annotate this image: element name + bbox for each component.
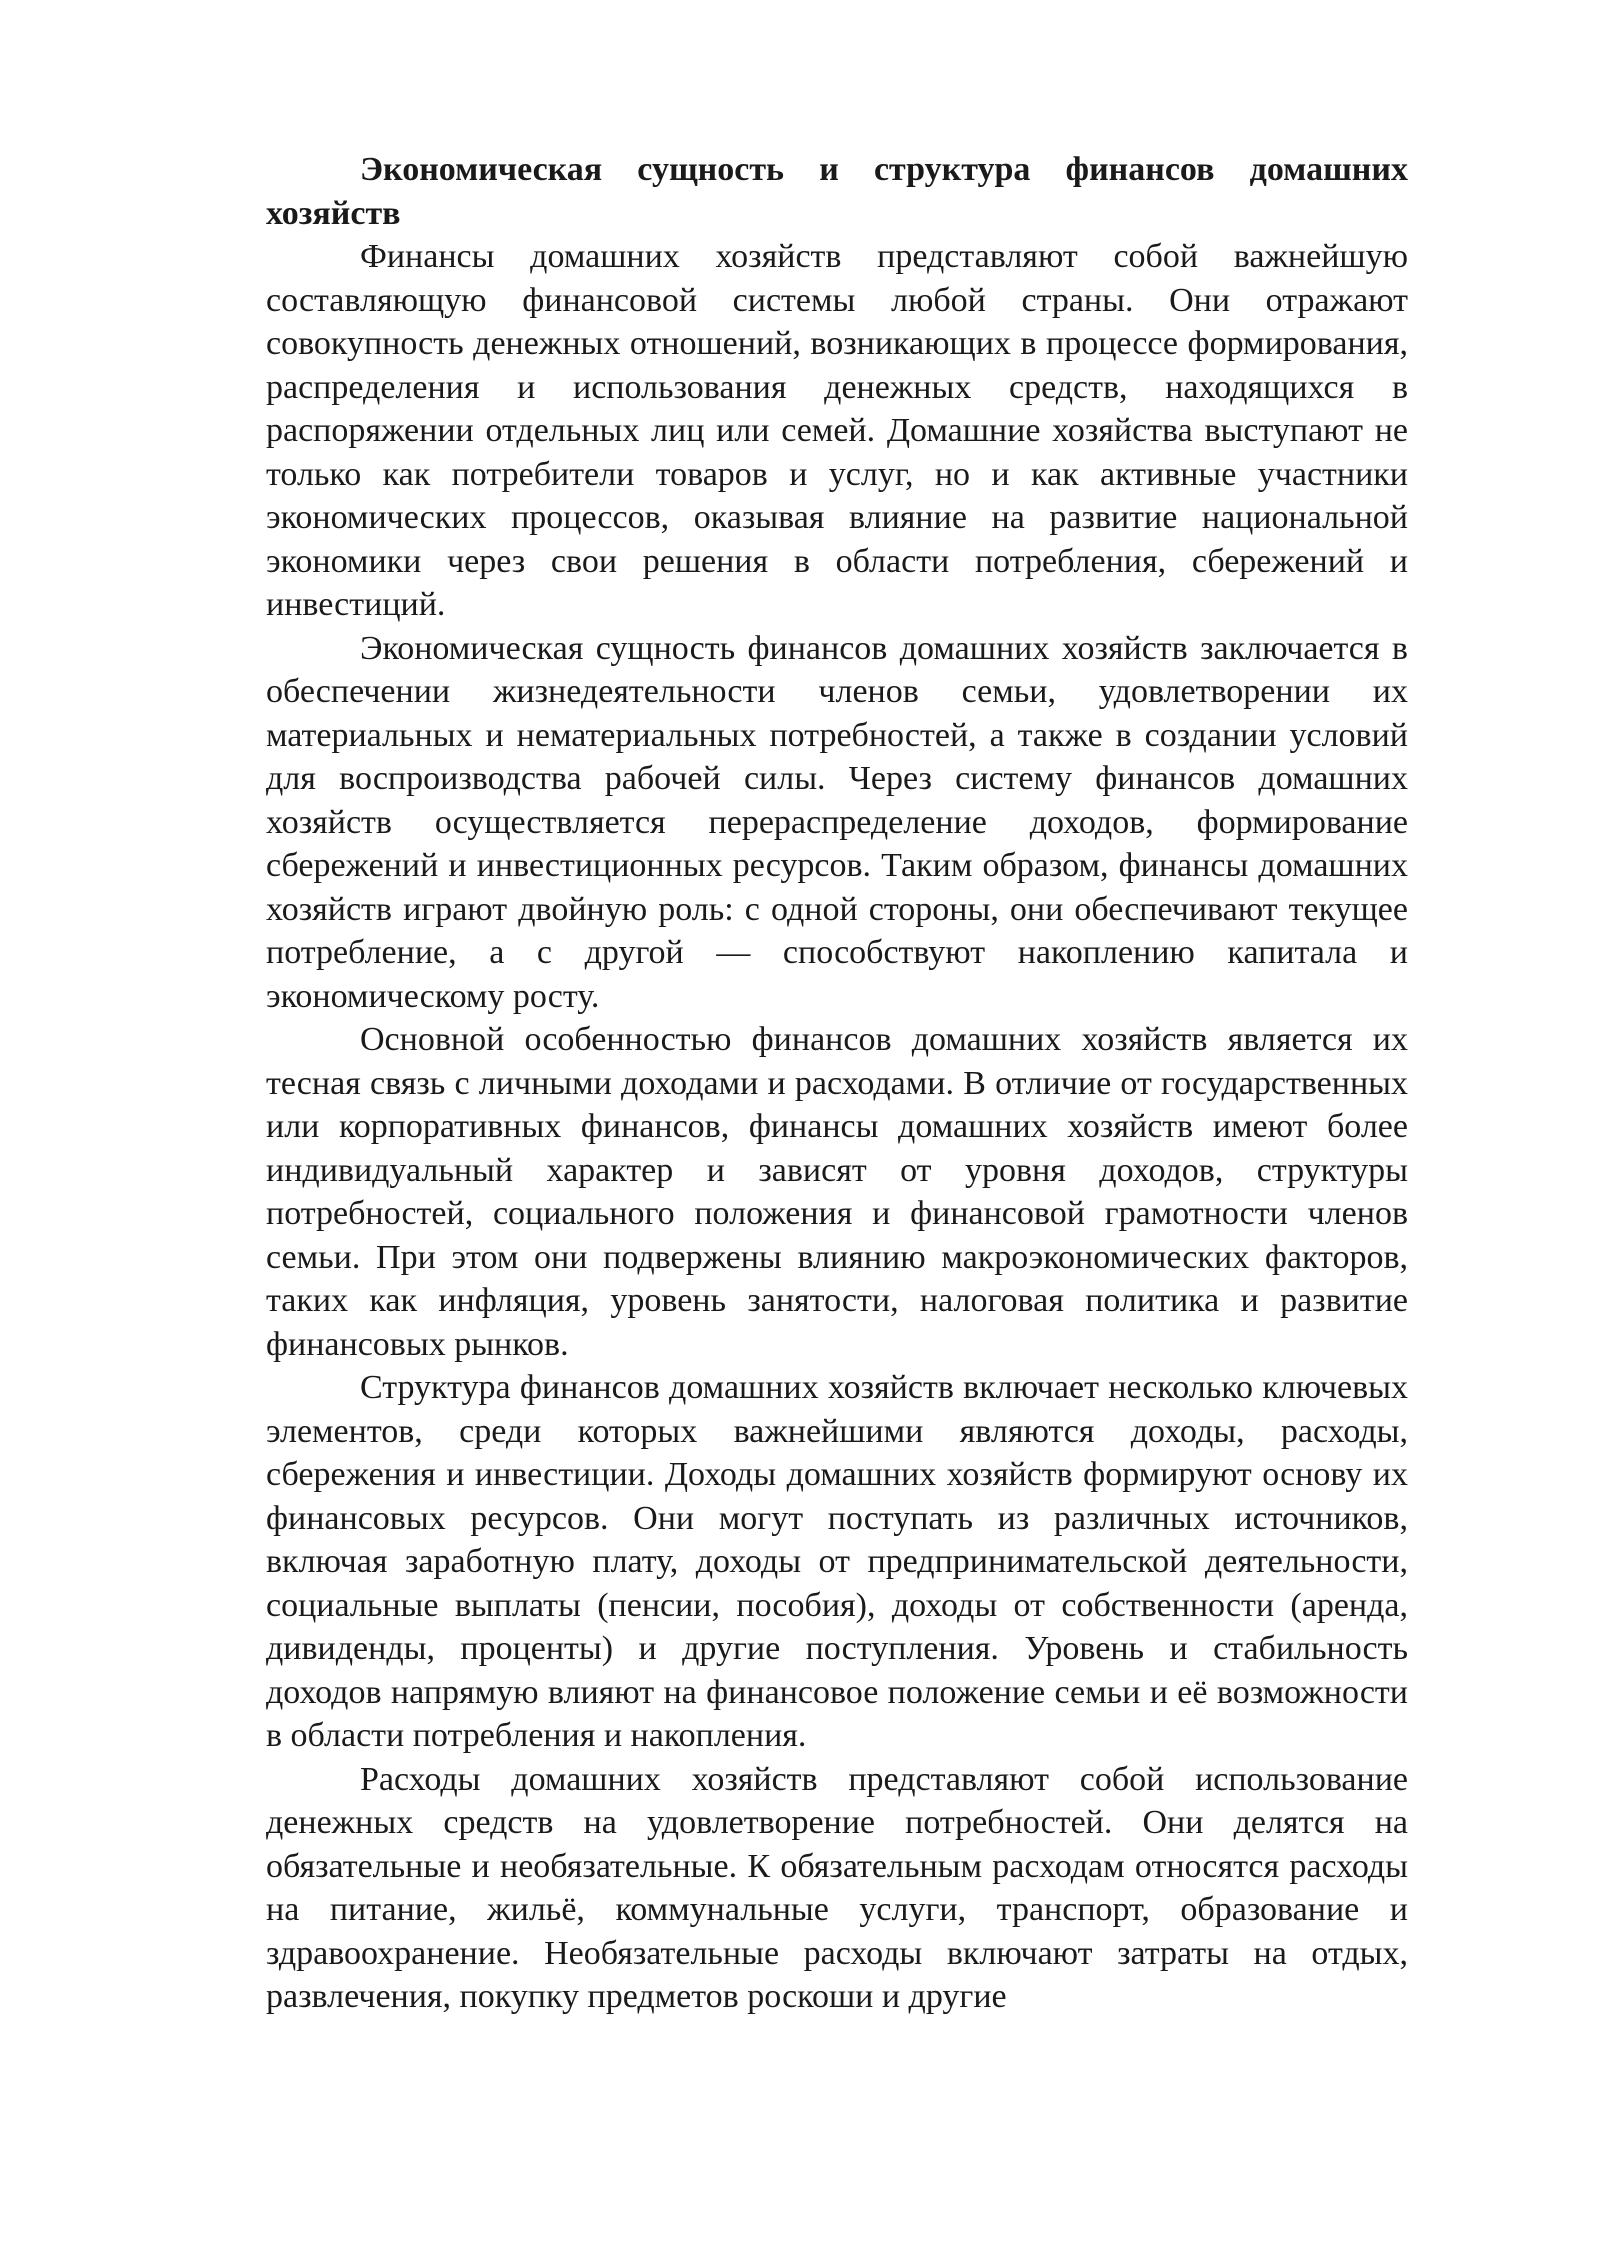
paragraph-1: Финансы домашних хозяйств представляют собой важнейшую составляющую финансовой системы любой страны. Они отражают совокупность денежных отношений, возникающих в процессе формирования, распределения и использования денежных средств, находящихся в распоряжении отдельных лиц или семей. Домашние хозяйства выступают не только как потребители товаров и услуг, но и как активные участники экономических процессов, оказывая влияние на развитие национальной экономики через свои решения в области потребления, сбережений и инвестиций. <box>266 238 1408 623</box>
document-title: Экономическая сущность и структура финансов домашних хозяйств <box>266 151 1408 232</box>
document-page <box>266 148 1408 2019</box>
paragraph-5: Расходы домашних хозяйств представляют собой использование денежных средств на удовлетворение потребностей. Они делятся на обязательные и необязательные. К обязательным расходам относятся расходы на питание, жильё, коммунальные услуги, транспорт, образование и здравоохранение. Необязательные расходы включают затраты на отдых, развлечения, покупку предметов роскоши и другие <box>266 1760 1408 2015</box>
paragraph-3: Основной особенностью финансов домашних хозяйств является их тесная связь с личными доходами и расходами. В отличие от государственных или корпоративных финансов, финансы домашних хозяйств имеют более индивидуальный характер и зависят от уровня доходов, структуры потребностей, социального положения и финансовой грамотности членов семьи. При этом они подвержены влиянию макроэкономических факторов, таких как инфляция, уровень занятости, налоговая политика и развитие финансовых рынков. <box>266 1021 1408 1363</box>
paragraph-2: Экономическая сущность финансов домашних хозяйств заключается в обеспечении жизнедеятельности членов семьи, удовлетворении их материальных и нематериальных потребностей, а также в создании условий для воспроизводства рабочей силы. Через систему финансов домашних хозяйств осуществляется перераспределение доходов, формирование сбережений и инвестиционных ресурсов. Таким образом, финансы домашних хозяйств играют двойную роль: с одной стороны, они обеспечивают текущее потребление, а с другой — способствуют накоплению капитала и экономическому росту. <box>266 629 1408 1015</box>
paragraph-4: Структура финансов домашних хозяйств включает несколько ключевых элементов, среди которых важнейшими являются доходы, расходы, сбережения и инвестиции. Доходы домашних хозяйств формируют основу их финансовых ресурсов. Они могут поступать из различных источников, включая заработную плату, доходы от предпринимательской деятельности, социальные выплаты (пенсии, пособия), доходы от собственности (аренда, дивиденды, проценты) и другие поступления. Уровень и стабильность доходов напрямую влияют на финансовое положение семьи и её возможности в области потребления и накопления. <box>266 1369 1408 1754</box>
